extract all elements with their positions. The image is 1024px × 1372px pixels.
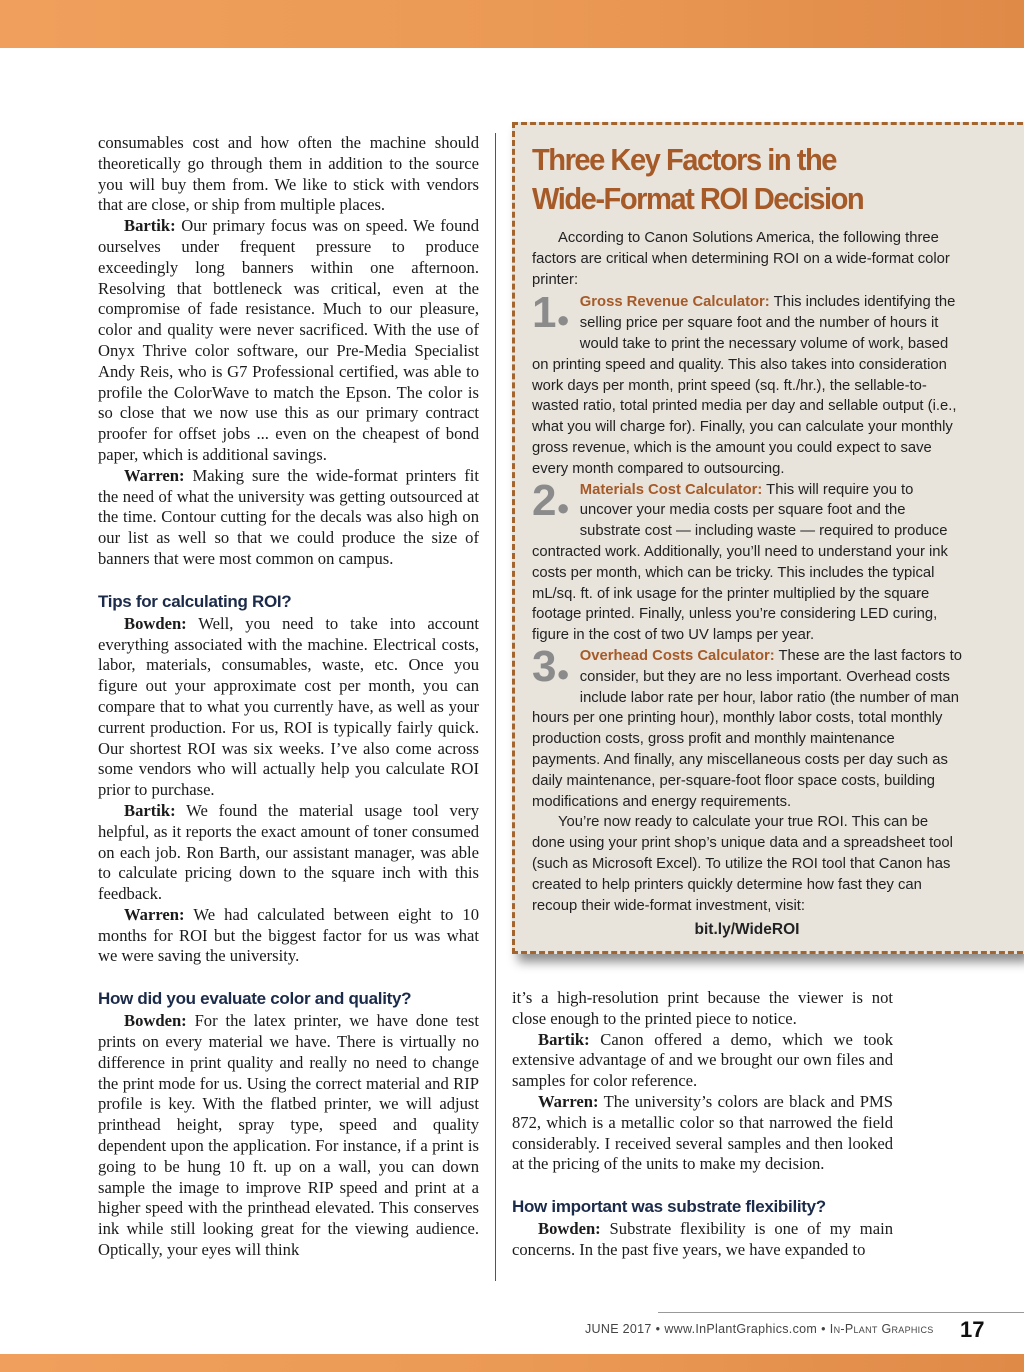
speaker-name: Bartik: <box>124 800 176 820</box>
factor-number: 3● <box>532 641 570 691</box>
factor-item <box>532 288 962 479</box>
website-link[interactable]: www.InPlantGraphics.com <box>664 1322 818 1336</box>
paragraph-text: Making sure the wide-format printers fit the need of what the university was getting outsourced at the time. Contour cutting for the decals was also high on our list as well so that we could produce the size of banners that were most common on campus. <box>98 465 479 568</box>
paragraph-text: Well, you need to take into account everything associated with the machine. Electrical costs, labor, materials, consumables, waste, etc. Once you figure out your approximate cost per month, you can compare that to what you currently have, as well as your current production. For us, ROI is typically fairly quick. Our shortest ROI was six weeks. I’ve also come across some vendors who will actually help you calculate ROI prior to purchase. <box>98 613 479 800</box>
speaker-name: Bartik: <box>124 216 176 236</box>
paragraph <box>98 801 479 905</box>
magazine-name: In-Plant Graphics <box>829 1322 934 1336</box>
paragraph: consumables cost and how often the machine should theoretically go through them in addition to the source you will buy them from. We like to stick with vendors that are close, or ship from multiple places. <box>98 133 479 215</box>
footer-rule <box>658 1312 1024 1313</box>
speaker-name: Warren: <box>124 904 185 924</box>
speaker-name: Warren: <box>538 1091 599 1111</box>
paragraph <box>98 466 479 570</box>
paragraph <box>98 1011 479 1261</box>
bullet-separator: • <box>655 1322 661 1336</box>
sidebar-title-line: Wide-Format ROI Decision <box>532 181 864 216</box>
footer-band <box>0 1354 1024 1372</box>
section-heading: How did you evaluate color and quality? <box>98 989 412 1009</box>
paragraph-text: We found the material usage tool very helpful, as it reports the exact amount of toner consumed on each job. Ron Barth, our assistant manager, was able to calculate pricing down to the square inch with this feedback. <box>98 800 479 904</box>
roi-tool-link[interactable]: bit.ly/WideROI <box>694 921 800 939</box>
issue-date: JUNE 2017 <box>585 1322 652 1336</box>
paragraph-text: We had calculated between eight to 10 months for ROI but the biggest factor for us was what we were saving the university. <box>98 904 479 966</box>
header-band <box>0 0 1024 48</box>
left-column <box>98 133 479 1261</box>
page-number: 17 <box>960 1317 985 1342</box>
section-heading: Tips for calculating ROI? <box>98 591 292 611</box>
paragraph <box>98 614 479 801</box>
sidebar-content <box>532 140 962 941</box>
paragraph <box>98 905 479 967</box>
factor-number-digit: 3 <box>532 641 557 691</box>
paragraph <box>98 216 479 466</box>
paragraph-text: For the latex printer, we have done test prints on every material we have. There is virtually no difference in print quality and really no need to change the print mode for us. Using the correct material and RIP profile is key. With the flatbed printer, we will adjust printhead height, spray type, speed and quality dependent upon the application. For instance, if a print is going to be hung 10 ft. up on a wall, you can down sample the image to improve RIP speed and print at a higher speed with the printhead elevated. This conserves ink while still looking great for the viewing audience. Optically, your eyes will think <box>98 1011 479 1260</box>
factor-text: These are the last factors to consider, but they are no less important. Overhead costs include labor rate per hour, labor ratio (the number of man hours per one printing hour), monthly labor costs, total monthly production costs, gross profit and monthly maintenance payments. And finally, any miscellaneous costs per day such as daily maintenance, per-square-foot floor space costs, building modifications and energy requirements. <box>532 647 962 810</box>
factor-number: 1● <box>532 288 570 338</box>
speaker-name: Bowden: <box>538 1219 601 1239</box>
factor-number-digit: 2 <box>532 475 557 525</box>
paragraph <box>512 1092 893 1175</box>
factor-heading: Materials Cost Calculator: <box>579 481 763 498</box>
factor-text: This includes identifying the selling price per square foot and the number of hours it would take to print the necessary volume of work, based on printing speed and quality. This also takes into consideration work days per month, print speed (sq. ft./hr.), the sellable-to-wasted ratio, total printed media per day and sellable output (i.e., what you will charge for). Finally, you can calculate your monthly gross revenue, which is the amount you could expect to save every month compared to outsourcing. <box>532 294 957 477</box>
paragraph: it’s a high-resolution print because the viewer is not close enough to the printed piece to notice. <box>512 988 893 1028</box>
factor-item <box>532 475 962 646</box>
section-heading: How important was substrate flexibility? <box>512 1197 826 1217</box>
factor-number: 2● <box>532 475 570 525</box>
factor-text: This will require you to uncover your media costs per square foot and the substrate cost — including waste — required to produce contracted work. Additionally, you’ll need to understand your ink costs per month, which can be tricky. This includes the typical mL/sq. ft. of ink usage for the printer multiplied by the square footage printed. Finally, unless you’re considering LED curing, figure in the cost of two UV lamps per year. <box>532 481 948 644</box>
column-divider <box>495 133 496 1281</box>
paragraph-text: Canon offered a demo, which we took extensive advantage of and we brought our own files and samples for color reference. <box>512 1029 893 1091</box>
paragraph-text: Our primary focus was on speed. We found ourselves under frequent pressure to produce exceedingly long banners within one afternoon. Resolving that bottleneck was critical, even at the compromise of fade resistance. Much to our pleasure, color and quality were never sacrificed. With the use of Onyx Thrive color software, our Pre-Media Specialist Andy Reis, who is G7 Professional certified, was able to profile the ColorWave to match the Epson. The color is so close that we now use this as our primary contract proofer for offset jobs ... even on the cheapest of bond paper, which is additional savings. <box>98 216 479 464</box>
paragraph <box>512 1219 893 1261</box>
sidebar-intro: According to Canon Solutions America, the following three factors are critical when determining ROI on a wide-format color printer: <box>532 230 950 288</box>
sidebar-body <box>532 228 962 941</box>
sidebar-title-line: Three Key Factors in the <box>532 142 836 177</box>
factor-item <box>532 641 962 812</box>
bullet-separator: • <box>821 1322 826 1336</box>
paragraph-text: The university’s colors are black and PMS 872, which is a metallic color so that narrowed the field considerably. I received several samples and then looked at the pricing of the units to make my decision. <box>512 1091 893 1174</box>
factor-heading: Overhead Costs Calculator: <box>579 647 775 664</box>
speaker-name: Bartik: <box>538 1029 590 1049</box>
speaker-name: Bowden: <box>124 1011 187 1031</box>
factor-number-digit: 1 <box>532 288 557 338</box>
sidebar-closing: You’re now ready to calculate your true ROI. This can be done using your print shop’s unique data and a spreadsheet tool (such as Microsoft Excel). To utilize the ROI tool that Canon has created to help printers quickly determine how fast they can recoup their wide-format investment, visit: <box>532 814 953 914</box>
page-footer <box>585 1322 934 1336</box>
paragraph-text: Substrate flexibility is one of my main concerns. In the past five years, we have expanded to <box>512 1219 893 1259</box>
speaker-name: Bowden: <box>124 613 187 633</box>
factor-heading: Gross Revenue Calculator: <box>579 294 770 311</box>
speaker-name: Warren: <box>124 465 185 485</box>
right-column <box>512 988 893 1261</box>
paragraph <box>512 1030 893 1092</box>
sidebar-title <box>532 140 974 218</box>
